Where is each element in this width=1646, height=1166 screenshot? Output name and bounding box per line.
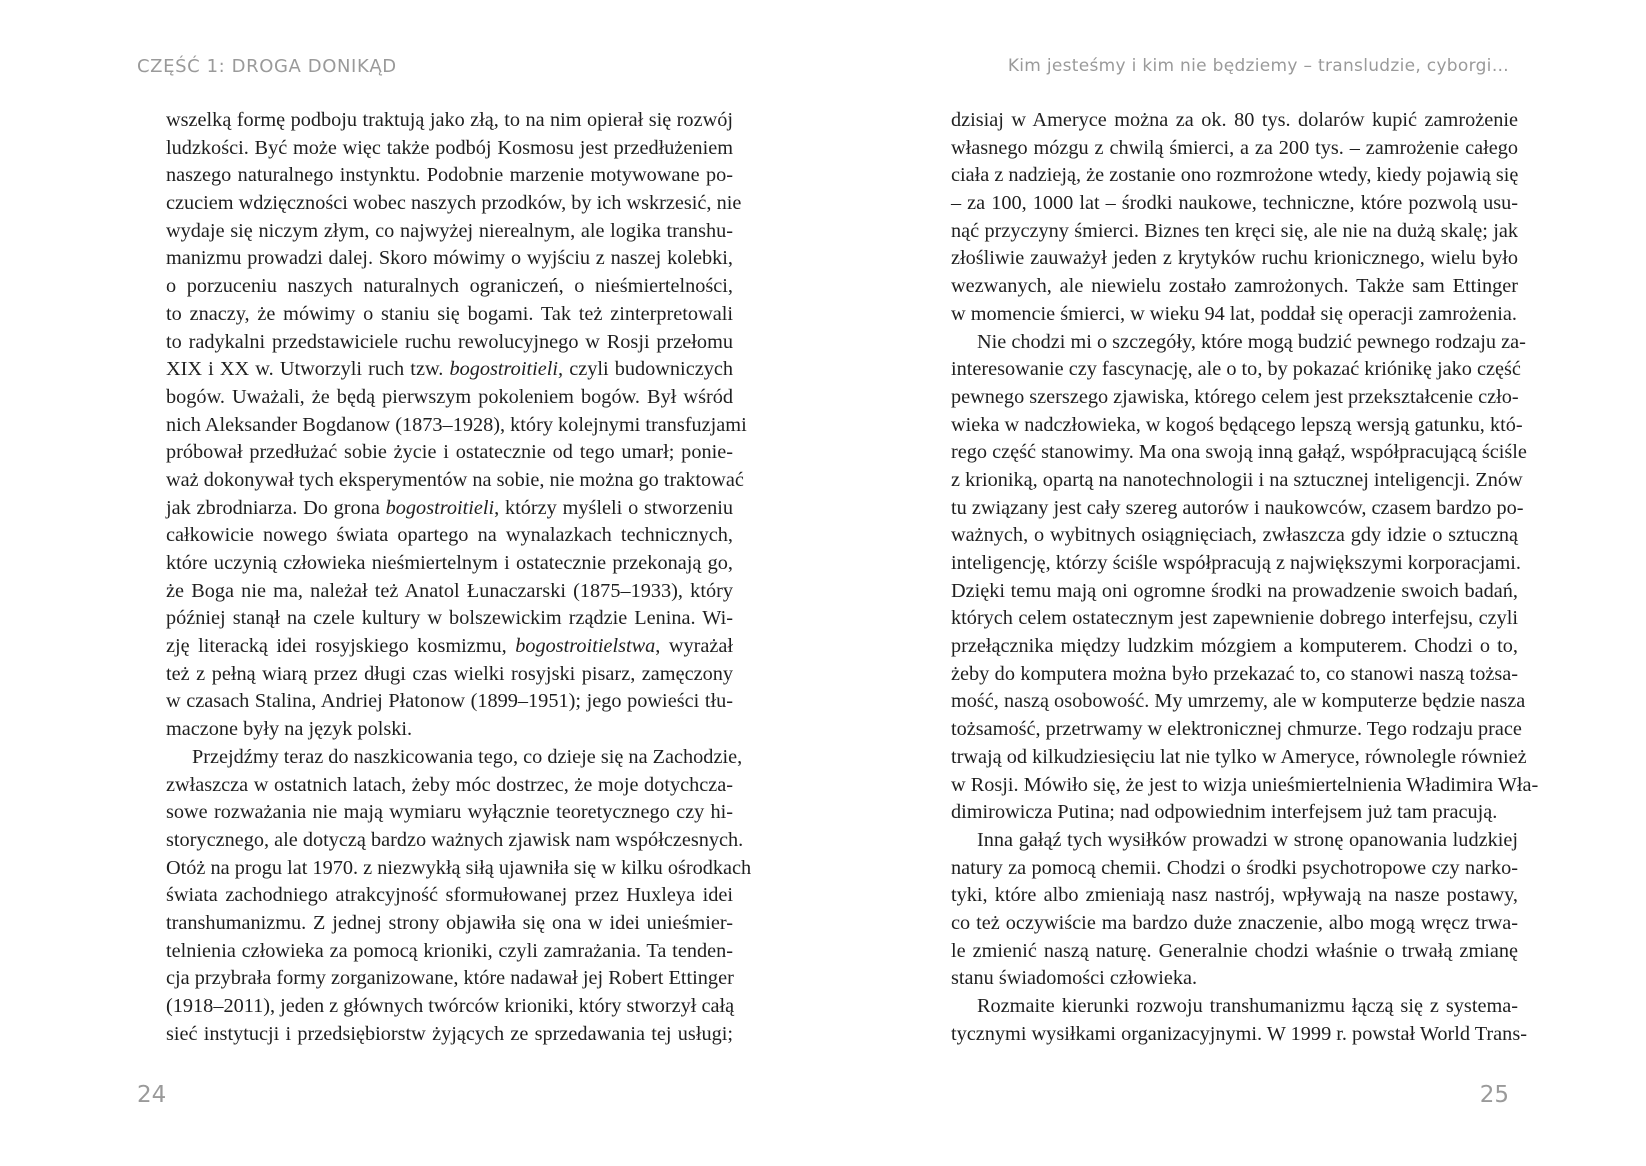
text-line [166,301,733,329]
text-segment: (1918–2011), jeden z głównych twórców krioniki, który stworzył całą [166,995,735,1017]
text-line [951,688,1526,716]
text-segment: Inna gałąź tych wysiłków prowadzi w stronę opanowania ludzkiej [977,828,1518,851]
text-segment: też z pełną wiarą przez długi czas wielki rosyjski pisarz, zamęczony [166,662,733,685]
text-line [951,273,1518,301]
text-segment: stanu świadomości człowieka. [951,967,1198,990]
text-line [166,495,733,523]
text-segment: w czasach Stalina, Andriej Płatonow (1899–1951); jego powieści tłu- [166,690,733,713]
text-segment: żeby do komputera można było przekazać to, co stanowi naszą tożsa- [951,662,1518,685]
text-segment: ważnych, o wybitnych osiągnięciach, zwłaszcza gdy idzie o sztuczną [951,524,1518,547]
text-line [951,162,1518,190]
text-line [166,522,733,550]
text-segment: le zmienić naszą naturę. Generalnie chodzi właśnie o trwałą zmianę [951,939,1518,962]
text-segment: z krioniką, opartą na nanotechnologii i na sztucznej inteligencji. Znów [951,468,1523,491]
text-segment: zję literacką idei rosyjskiego kosmizmu, [166,635,516,658]
text-segment: tycznymi wysiłkami organizacyjnymi. W 1999 r. powstał World Trans- [951,1022,1527,1045]
text-line [166,855,752,883]
text-segment: Dzięki temu mają oni ogromne środki na prowadzenie swoich badań, [951,579,1518,602]
text-segment: tyki, które albo zmieniają nasz nastrój, wpływają na nasze postawy, [951,884,1518,907]
text-line [166,993,733,1021]
text-line [166,107,733,135]
text-segment: , którzy myśleli o stworzeniu [494,496,733,519]
text-segment: natury za pomocą chemii. Chodzi o środki psychotropowe czy narko- [951,856,1518,879]
running-head-right: Kim jesteśmy i kim nie będziemy – transludzie, cyborgi… [1007,56,1509,76]
text-segment: to radykalni przedstawiciele ruchu rewolucyjnego w Rosji przełomu [166,330,733,353]
text-line [166,135,733,163]
text-line [951,855,1518,883]
text-segment: przełącznika między ludzkim mózgiem a komputerem. Chodzi o to, [951,635,1518,658]
text-segment: rego część stanowimy. Ma ona swoją inną gałąź, współpracującą ściśle [951,441,1527,464]
text-segment: jak zbrodniarza. Do grona [166,496,386,519]
text-line [951,356,1521,384]
left-page-body [166,107,752,1048]
text-line [951,993,1518,1021]
text-line [166,273,733,301]
italic-text: bogostroitielstwa [515,635,656,658]
text-line [951,439,1527,467]
text-line [166,882,733,910]
text-segment: sowe rozważania nie mają wymiaru wyłącznie teoretycznego czy hi- [166,801,733,824]
text-line [166,605,733,633]
text-segment: transhumanizmu. Z jednej strony objawiła się ona w idei unieśmier- [166,911,733,934]
page-number-right: 25 [1479,1082,1509,1108]
text-segment: storycznego, ale dotyczą bardzo ważnych zjawisk nam współczesnych. [166,828,744,851]
text-segment: bogów. Uważali, że będą pierwszym pokoleniem bogów. Był wśród [166,385,733,408]
text-line [166,550,733,578]
text-segment: Przejdźmy teraz do naszkicowania tego, co dzieje się na Zachodzie, [192,745,743,768]
text-line [166,356,733,384]
text-line [166,412,747,440]
text-line [951,965,1518,993]
text-segment: , wyrażał [655,635,733,658]
text-segment: XIX i XX w. Utworzyli ruch tzw. [166,358,450,381]
right-page [823,0,1646,1166]
text-segment: w momencie śmierci, w wieku 94 lat, poddał się operacji zamrożenia. [951,302,1517,325]
text-line [951,301,1518,329]
text-segment: próbował przedłużać sobie życie i ostatecznie od tego umarł; ponie- [166,441,733,464]
right-page-body [951,107,1539,1048]
text-segment: mość, naszą osobowość. My umrzemy, ale w komputerze będzie nasza [951,690,1526,713]
text-segment: inteligencję, którzy ściśle współpracują z największymi korporacjami. [951,552,1521,574]
text-line [951,384,1518,412]
text-segment: całkowicie nowego świata opartego na wynalazkach technicznych, [166,524,733,547]
text-line [951,329,1526,357]
text-line [166,688,733,716]
text-segment: wieka w nadczłowieka, w kogoś będącego lepszą wersją gatunku, któ- [951,413,1523,436]
text-line [166,329,733,357]
text-segment: – za 100, 1000 lat – środki naukowe, techniczne, które pozwolą usu- [951,192,1518,215]
text-line [166,245,733,273]
text-segment: ludzkości. Być może więc także podbój Kosmosu jest przedłużeniem [166,136,733,159]
text-line [951,467,1523,495]
text-line [951,218,1518,246]
text-segment: o porzuceniu naszych naturalnych ograniczeń, o nieśmiertelności, [166,275,733,298]
text-line [166,1021,733,1049]
running-head-left: CZĘŚĆ 1: DROGA DONIKĄD [137,56,397,77]
text-segment: dimirowicza Putina; nad odpowiednim interfejsem już tam pracują. [951,801,1498,824]
text-line [166,439,733,467]
text-segment: to znaczy, że mówimy o staniu się bogami. Tak też zinterpretowali [166,302,733,325]
text-segment: później stanął na czele kultury w bolszewickim rządzie Lenina. Wi- [166,607,733,630]
page-number-left: 24 [137,1082,167,1108]
text-line [166,799,733,827]
text-line [166,827,744,855]
text-segment: Otóż na progu lat 1970. z niezwykłą siłą ujawniła się w kilku ośrodkach [166,856,752,879]
text-segment: zwłaszcza w ostatnich latach, żeby móc dostrzec, że moje dotychcza- [166,773,733,796]
text-segment: trwają od kilkudziesięciu lat nie tylko w Ameryce, równolegle również [951,745,1527,768]
text-segment: świata zachodniego atrakcyjność sformułowanej przez Huxleya idei [166,884,733,907]
text-line [951,744,1527,772]
text-line [951,827,1518,855]
text-segment: manizmu prowadzi dalej. Skoro mówimy o wyjściu z naszej kolebki, [166,247,733,270]
text-segment: ciała z nadzieją, że zostanie ono rozmrożone wtedy, kiedy pojawią się [951,164,1519,187]
text-segment: cja przybrała formy zorganizowane, które nadawał jej Robert Ettinger [166,967,734,990]
text-line [951,522,1518,550]
text-line [951,661,1518,689]
text-segment: które uczynią człowieka nieśmiertelnym i ostatecznie przekonają go, [166,552,733,574]
text-line [166,965,733,993]
text-line [166,190,742,218]
text-segment: Nie chodzi mi o szczegóły, które mogą budzić pewnego rodzaju za- [977,330,1526,353]
text-line [951,772,1539,800]
text-line [166,772,733,800]
text-line [166,661,733,689]
text-line [166,578,733,606]
text-segment: telnienia człowieka za pomocą krioniki, czyli zamrażania. Ta tenden- [166,939,733,962]
text-segment: co też oczywiście ma bardzo duże znaczenie, albo mogą wręcz trwa- [951,911,1518,934]
text-segment: maczone były na język polski. [166,718,413,741]
text-segment: sieć instytucji i przedsiębiorstw żyjących ze sprzedawania tej usługi; [166,1022,733,1045]
text-segment: Rozmaite kierunki rozwoju transhumanizmu łączą się z systema- [977,995,1518,1017]
text-segment: czyli budowniczych [563,358,733,381]
text-segment: waż dokonywał tych eksperymentów na sobie, nie można go traktować [166,468,744,491]
text-segment: interesowanie czy fascynację, ale o to, by pokazać kriónikę jako część [951,358,1521,381]
text-segment: własnego mózgu z chwilą śmierci, a za 200 tys. – zamrożenie całego [951,136,1518,159]
text-line [166,744,743,772]
text-line [951,495,1524,523]
text-segment: czuciem wdzięczności wobec naszych przodków, by ich wskrzesić, nie [166,192,742,215]
text-line [951,605,1518,633]
text-line [951,412,1523,440]
text-line [951,882,1518,910]
text-line [951,799,1518,827]
text-line [951,910,1518,938]
text-segment: nich Aleksander Bogdanow (1873–1928), który kolejnymi transfuzjami [166,413,747,436]
text-line [951,190,1518,218]
text-segment: naszego naturalnego instynktu. Podobnie marzenie motywowane po- [166,164,733,187]
text-line [951,135,1518,163]
text-segment: w Rosji. Mówiło się, że jest to wizja unieśmiertelnienia Władimira Wła- [951,773,1539,796]
text-segment: tu związany jest cały szereg autorów i naukowców, czasem bardzo po- [951,496,1524,519]
text-line [951,938,1518,966]
text-line [951,716,1522,744]
italic-text: bogostroitieli, [449,358,564,381]
text-line [166,938,733,966]
text-line [166,162,733,190]
text-line [951,633,1518,661]
italic-text: bogostroitieli [385,496,495,519]
text-segment: tożsamość, przetrwamy w elektronicznej chmurze. Tego rodzaju prace [951,718,1522,741]
text-segment: dzisiaj w Ameryce można za ok. 80 tys. dolarów kupić zamrożenie [951,109,1518,131]
text-segment: wydaje się niczym złym, co najwyżej nierealnym, ale logika transhu- [166,219,733,242]
text-line [166,384,733,412]
text-line [951,1021,1527,1049]
text-segment: pewnego szerszego zjawiska, którego celem jest przekształcenie czło- [951,385,1519,408]
text-line [166,633,733,661]
text-line [166,467,744,495]
text-line [951,550,1521,578]
text-line [166,218,733,246]
text-line [951,245,1518,273]
text-segment: wszelką formę podboju traktują jako złą, to na nim opierał się rozwój [166,109,733,131]
text-segment: wezwanych, ale niewielu zostało zamrożonych. Także sam Ettinger [951,275,1518,298]
text-segment: których celem ostatecznym jest zapewnienie dobrego interfejsu, czyli [951,607,1518,630]
text-line [951,107,1518,135]
text-segment: nąć przyczyny śmierci. Biznes ten kręci się, ale nie na dużą skalę; jak [951,219,1518,242]
text-segment: złośliwie zauważył jeden z krytyków ruchu krionicznego, wielu było [951,247,1518,270]
text-line [166,910,733,938]
text-segment: że Boga nie ma, należał też Anatol Łunaczarski (1875–1933), który [166,579,733,602]
text-line [166,716,733,744]
text-line [951,578,1518,606]
